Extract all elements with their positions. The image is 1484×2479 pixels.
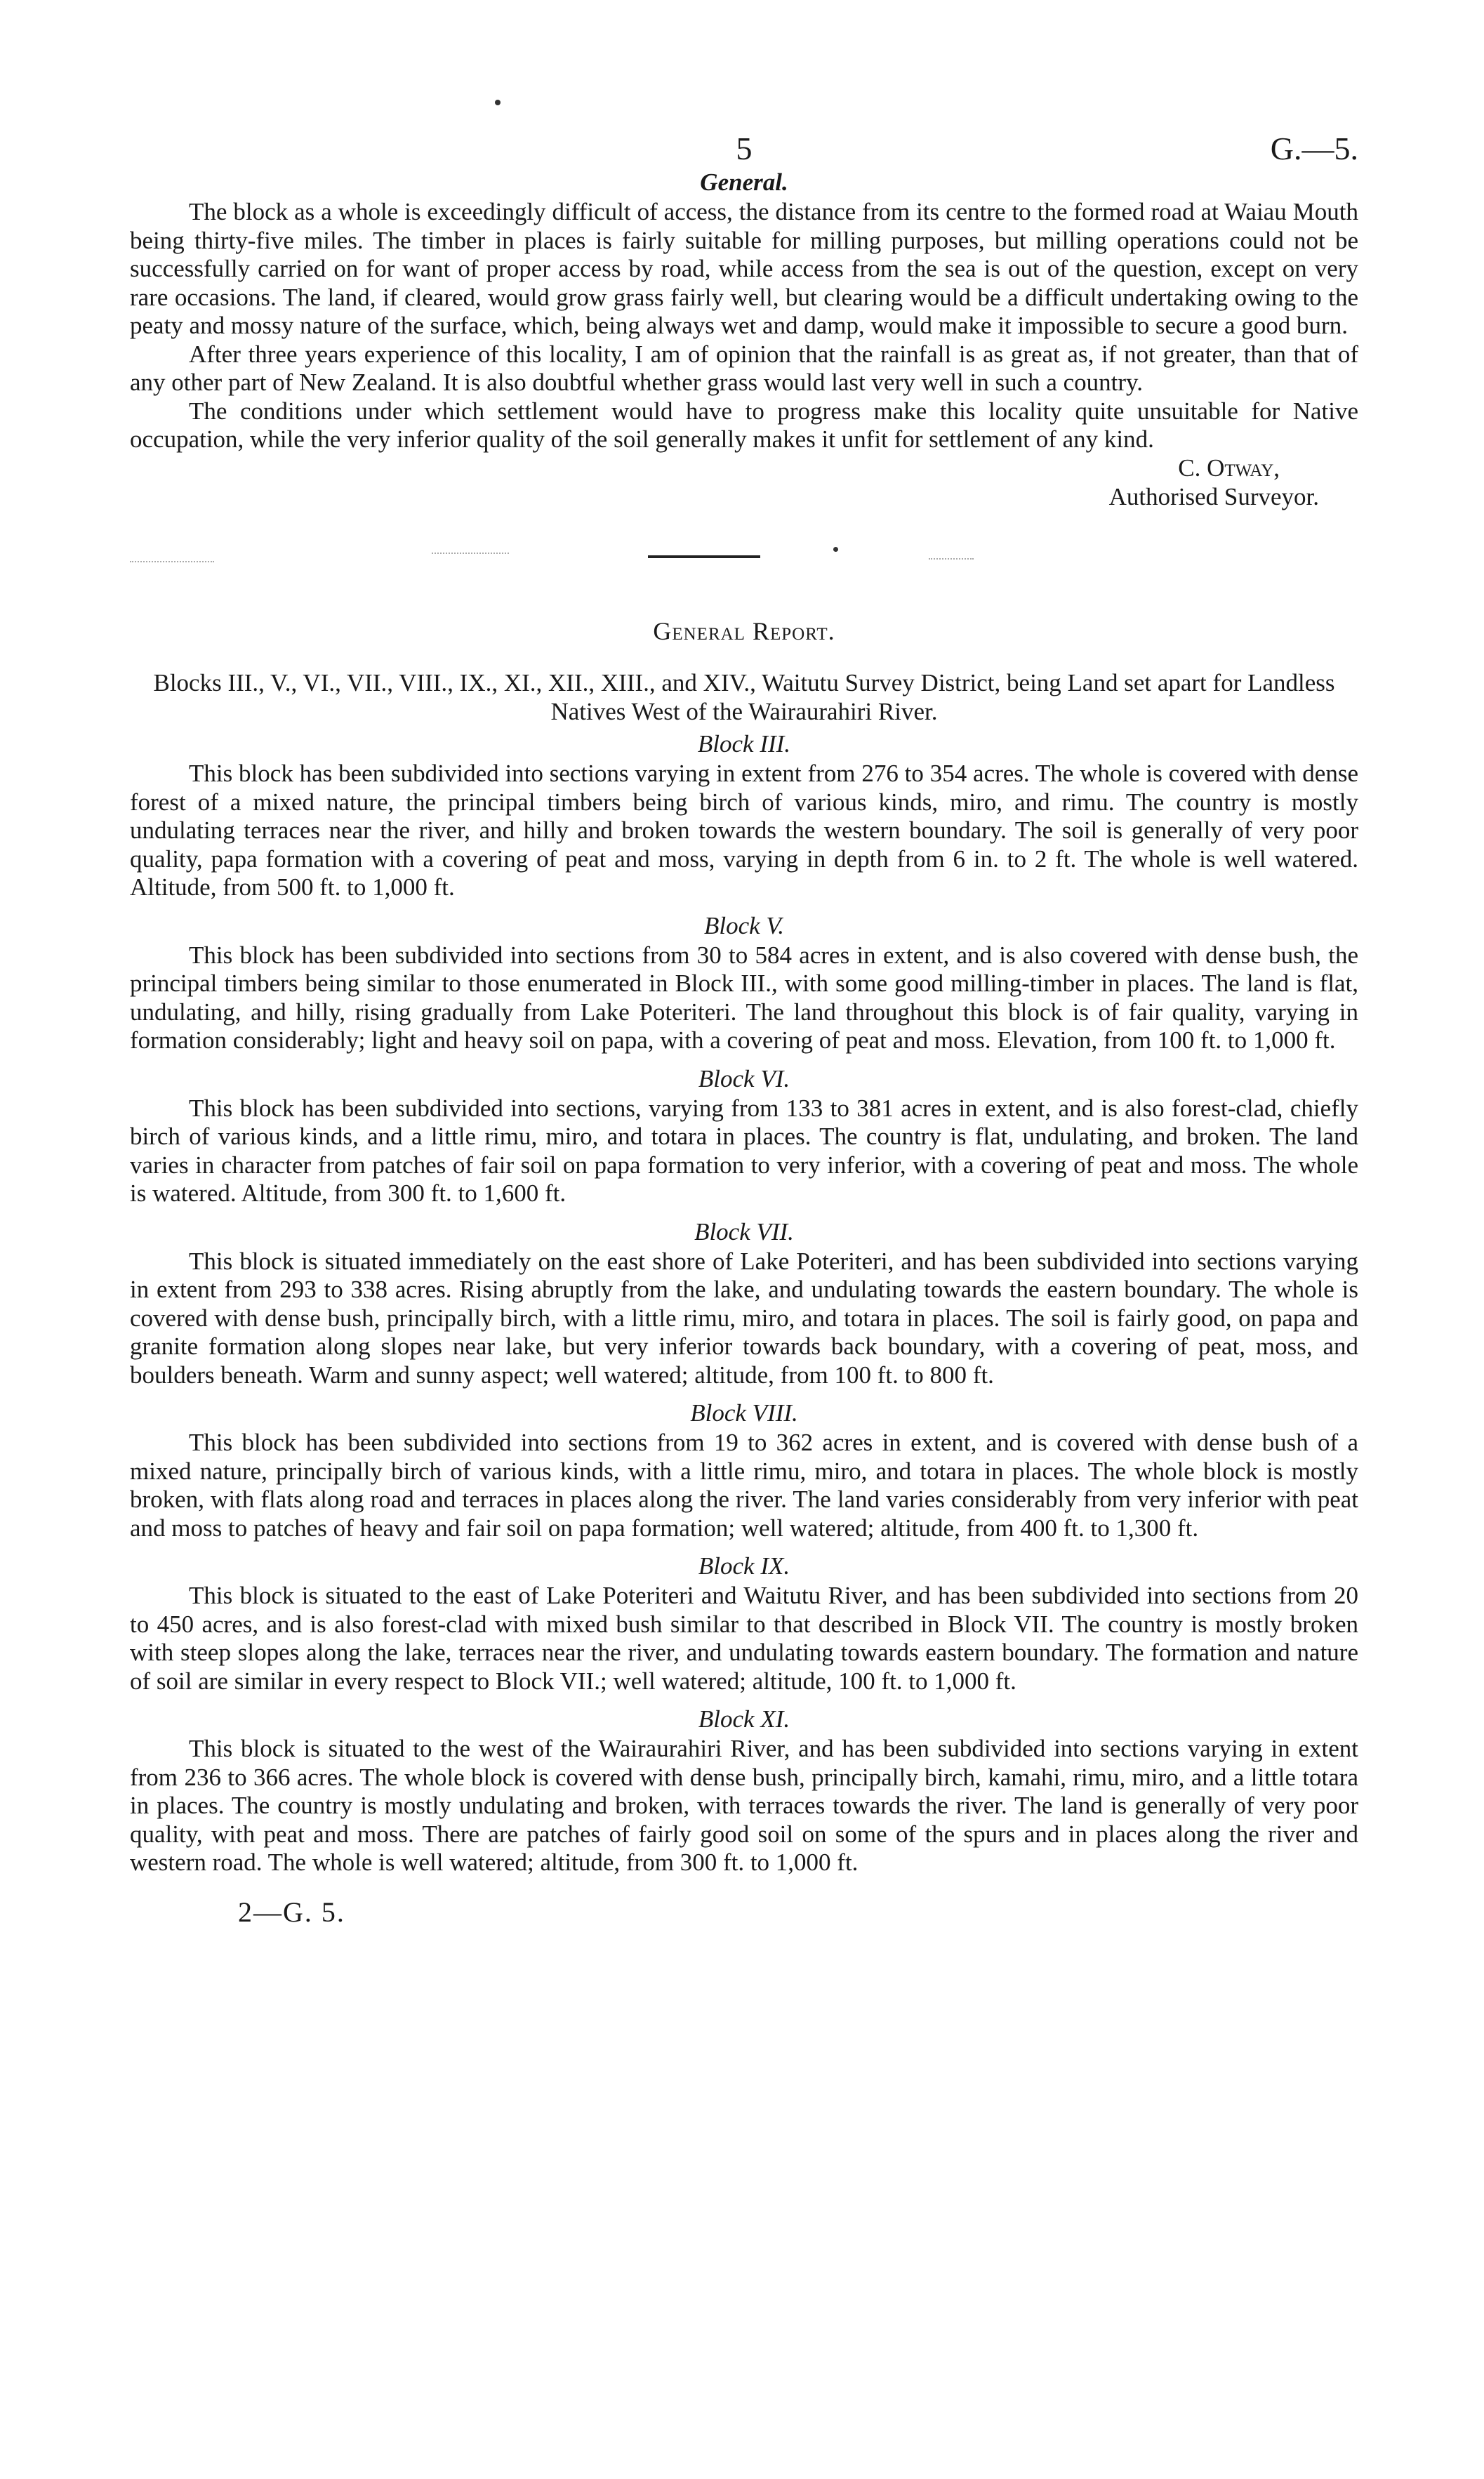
spacer [130,1055,1358,1065]
block-description: This block has been subdivided into sections from 19 to 362 acres in extent, and is covered with dense bush of a mixed nature, principally birch of various kinds, with a little rimu, miro, and totara in places. The whole block is mostly broken, with flats along road and terraces in places along the river. The land varies considerably from very inferior with peat and moss to patches of heavy and fair soil on papa formation; well watered; altitude, from 400 ft. to 1,300 ft. [130,1429,1358,1542]
signature-mark: 2—G. 5. [238,1896,345,1928]
section-divider [130,512,1358,617]
block-heading: Block VII. [694,1217,794,1245]
general-paragraph: The block as a whole is exceedingly difficult of access, the distance from its centre to the formed road at Waiau Mouth being thirty-five miles. The timber in places is fairly suitable for milling purposes, but milling operations could not be successfully carried on for want of proper access by road, while access from the sea is out of the question, except on very rare occasions. The land, if cleared, would grow grass fairly well, but clearing would be a difficult undertaking owing to the peaty and mossy nature of the surface, which, being always wet and damp, would make it impossible to secure a good burn. [130,198,1358,339]
block-heading: Block VI. [698,1064,790,1092]
report-title: General Report. [653,616,835,645]
spacer [130,1542,1358,1552]
document-page [130,112,1358,1926]
signature-block [130,454,1358,512]
bleed-through-speck [432,553,509,555]
general-paragraph: After three years experience of this locality, I am of opinion that the rainfall is as great as, if not greater, than that of any other part of New Zealand. It is also doubtful whether grass would last very well in such a country. [130,340,1358,396]
general-heading: General. [700,168,788,196]
spacer [130,902,1358,912]
running-header [130,112,1358,168]
block-description: This block is situated immediately on the east shore of Lake Poteriteri, and has been subdivided into sections varying in extent from 293 to 338 acres. Rising abruptly from the lake, and undulating towards the eastern boundary. The whole is covered with dense bush, principally birch, with a little rimu, miro, and totara in places. The soil is fairly good, on papa and granite formation along slopes near lake, but very inferior towards back boundary, with a covering of peat, moss, and boulders beneath. Warm and sunny aspect; well watered; altitude, from 100 ft. to 800 ft. [130,1247,1358,1389]
block-heading: Block IX. [698,1552,790,1580]
report-subtitle: Blocks III., V., VI., VII., VIII., IX., XI., XII., XIII., and XIV., Waitutu Survey District, being Land set apart for Landless Natives West of the Wairaurahiri River. [153,669,1335,725]
block-heading: Block V. [703,911,785,939]
block-description: This block is situated to the west of the Wairaurahiri River, and has been subdivided into sections varying in extent from 236 to 366 acres. The whole block is covered with dense bush, principally birch, kamahi, rimu, miro, and a little totara in places. The country is mostly undulating and broken, with terraces towards the river. The land is generally of very poor quality, with peat and moss. There are patches of fairly good soil on some of the spurs and in places along the river and western road. The whole is well watered; altitude, from 300 ft. to 1,000 ft. [130,1735,1358,1876]
block-description: This block has been subdivided into sections varying in extent from 276 to 354 acres. The whole is covered with dense forest of a mixed nature, the principal timbers being birch of various kinds, miro, and rimu. The country is mostly undulating terraces near the river, and hilly and broken towards the western boundary. The soil is generally of very poor quality, papa formation with a covering of peat and moss, varying in depth from 6 in. to 2 ft. The whole is well watered. Altitude, from 500 ft. to 1,000 ft. [130,760,1358,901]
spacer [130,1695,1358,1705]
ink-speck [495,100,501,105]
block-heading: Block III. [697,730,791,758]
signature-name: C. Otway, [1178,454,1280,482]
block-heading: Block XI. [698,1705,790,1733]
ink-speck [833,547,838,552]
page-number: 5 [736,131,753,166]
bleed-through-speck [929,558,974,561]
document-reference: G.—5. [1270,131,1358,166]
horizontal-rule [648,555,760,558]
general-paragraph: The conditions under which settlement would have to progress make this locality quite unsuitable for Native occupation, while the very inferior quality of the soil generally makes it unfit for settlement of any kind. [130,397,1358,453]
block-description: This block is situated to the east of Lake Poteriteri and Waitutu River, and has been subdivided into sections from 20 to 450 acres, and is also forest-clad with mixed bush similar to that described in Block VII. The country is mostly broken with steep slopes along the lake, terraces near the river, and undulating towards eastern boundary. The formation and nature of soil are similar in every respect to Block VII.; well watered; altitude, 100 ft. to 1,000 ft. [130,1582,1358,1695]
block-heading: Block VIII. [690,1399,798,1427]
bleed-through-speck [130,561,214,564]
signature-title: Authorised Surveyor. [1108,482,1319,510]
block-description: This block has been subdivided into sections from 30 to 584 acres in extent, and is also covered with dense bush, the principal timbers being similar to those enumerated in Block III., with some good milling-timber in places. The land is flat, undulating, and hilly, rising gradually from Lake Poteriteri. The land throughout this block is of fair quality, varying in formation considerably; light and heavy soil on papa, with a covering of peat and moss. Elevation, from 100 ft. to 1,000 ft. [130,941,1358,1054]
spacer [130,1389,1358,1399]
spacer [130,1208,1358,1218]
block-description: This block has been subdivided into sections, varying from 133 to 381 acres in extent, and is also forest-clad, chiefly birch of various kinds, and a little rimu, miro, and totara in places. The country is flat, undulating, and broken. The land varies in character from patches of fair soil on papa formation to very inferior, with a covering of peat and moss. The whole is watered. Altitude, from 300 ft. to 1,600 ft. [130,1094,1358,1207]
